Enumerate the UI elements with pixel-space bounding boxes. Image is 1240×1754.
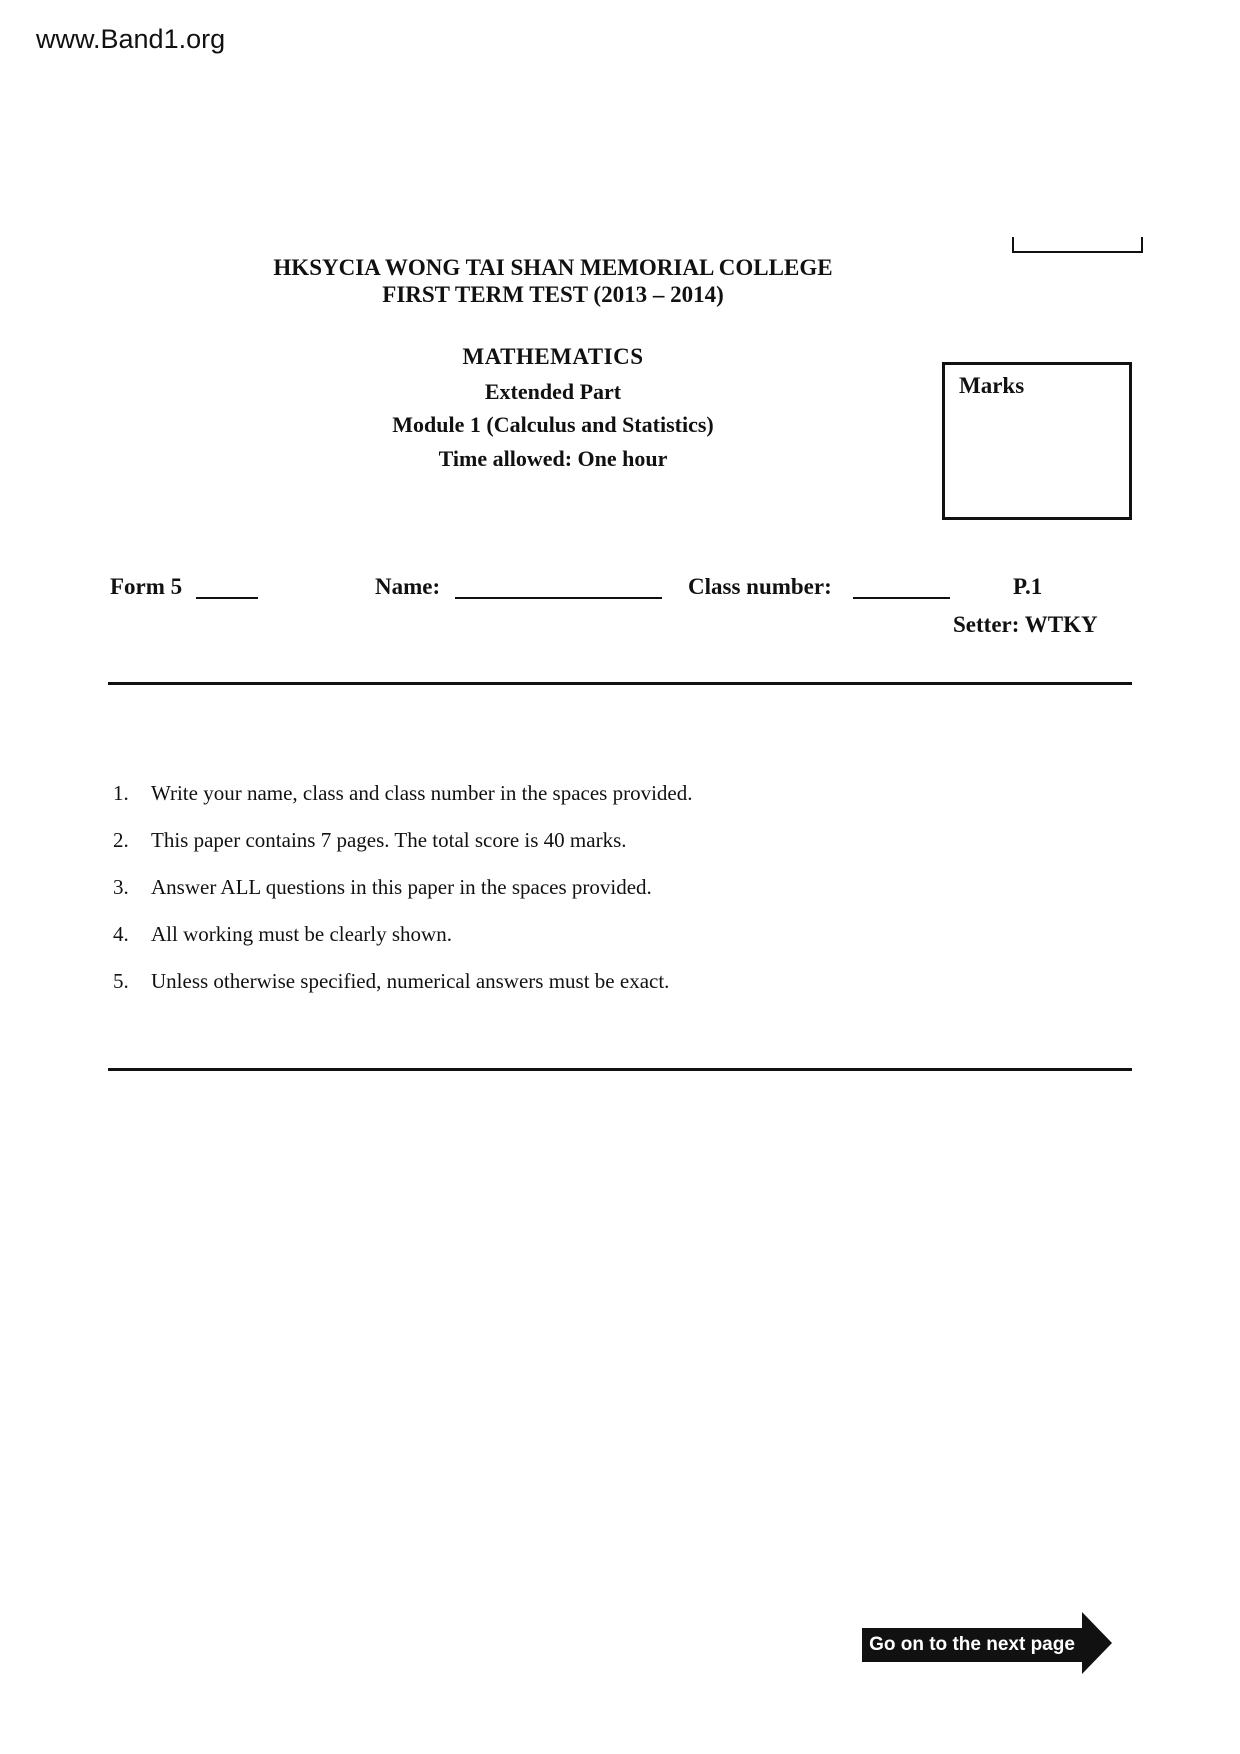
instruction-text: Write your name, class and class number in the spaces provided.	[151, 781, 693, 805]
corner-bracket-mark	[1012, 237, 1143, 253]
instruction-item	[113, 920, 1113, 948]
divider-rule-bottom	[108, 1068, 1132, 1071]
paper-part: Extended Part	[484, 379, 622, 404]
college-name: HKSYCIA WONG TAI SHAN MEMORIAL COLLEGE	[273, 255, 833, 280]
instruction-item	[113, 873, 1113, 901]
module-title: Module 1 (Calculus and Statistics)	[392, 412, 714, 437]
instruction-number: 3.	[113, 875, 129, 899]
name-blank[interactable]	[455, 597, 662, 599]
site-watermark: www.Band1.org	[36, 24, 226, 54]
instruction-item	[113, 779, 1113, 807]
test-title: FIRST TERM TEST (2013 – 2014)	[382, 282, 724, 307]
class-number-blank[interactable]	[853, 597, 950, 599]
next-page-button[interactable]: Go on to the next page	[862, 1628, 1082, 1662]
marks-box	[942, 362, 1132, 520]
instruction-text: Answer ALL questions in this paper in the spaces provided.	[151, 875, 652, 899]
instruction-text: This paper contains 7 pages. The total score is 40 marks.	[151, 828, 627, 852]
instruction-number: 5.	[113, 969, 129, 993]
instruction-number: 1.	[113, 781, 129, 805]
time-allowed: Time allowed: One hour	[438, 446, 668, 471]
setter-label: Setter: WTKY	[953, 612, 1098, 637]
instruction-text: All working must be clearly shown.	[151, 922, 452, 946]
next-page-arrow-icon	[1082, 1612, 1112, 1674]
marks-label: Marks	[959, 373, 1025, 398]
instruction-item	[113, 826, 1113, 854]
instruction-text: Unless otherwise specified, numerical answers must be exact.	[151, 969, 670, 993]
page-number: P.1	[1013, 574, 1043, 599]
instructions-list	[113, 779, 1113, 1014]
subject-title: MATHEMATICS	[462, 344, 644, 369]
instruction-number: 2.	[113, 828, 129, 852]
form-blank[interactable]	[196, 597, 258, 599]
divider-rule-top	[108, 682, 1132, 685]
name-label: Name:	[375, 574, 441, 599]
form-label: Form 5	[110, 574, 183, 599]
instruction-number: 4.	[113, 922, 129, 946]
class-number-label: Class number:	[688, 574, 832, 599]
instruction-item	[113, 967, 1113, 995]
